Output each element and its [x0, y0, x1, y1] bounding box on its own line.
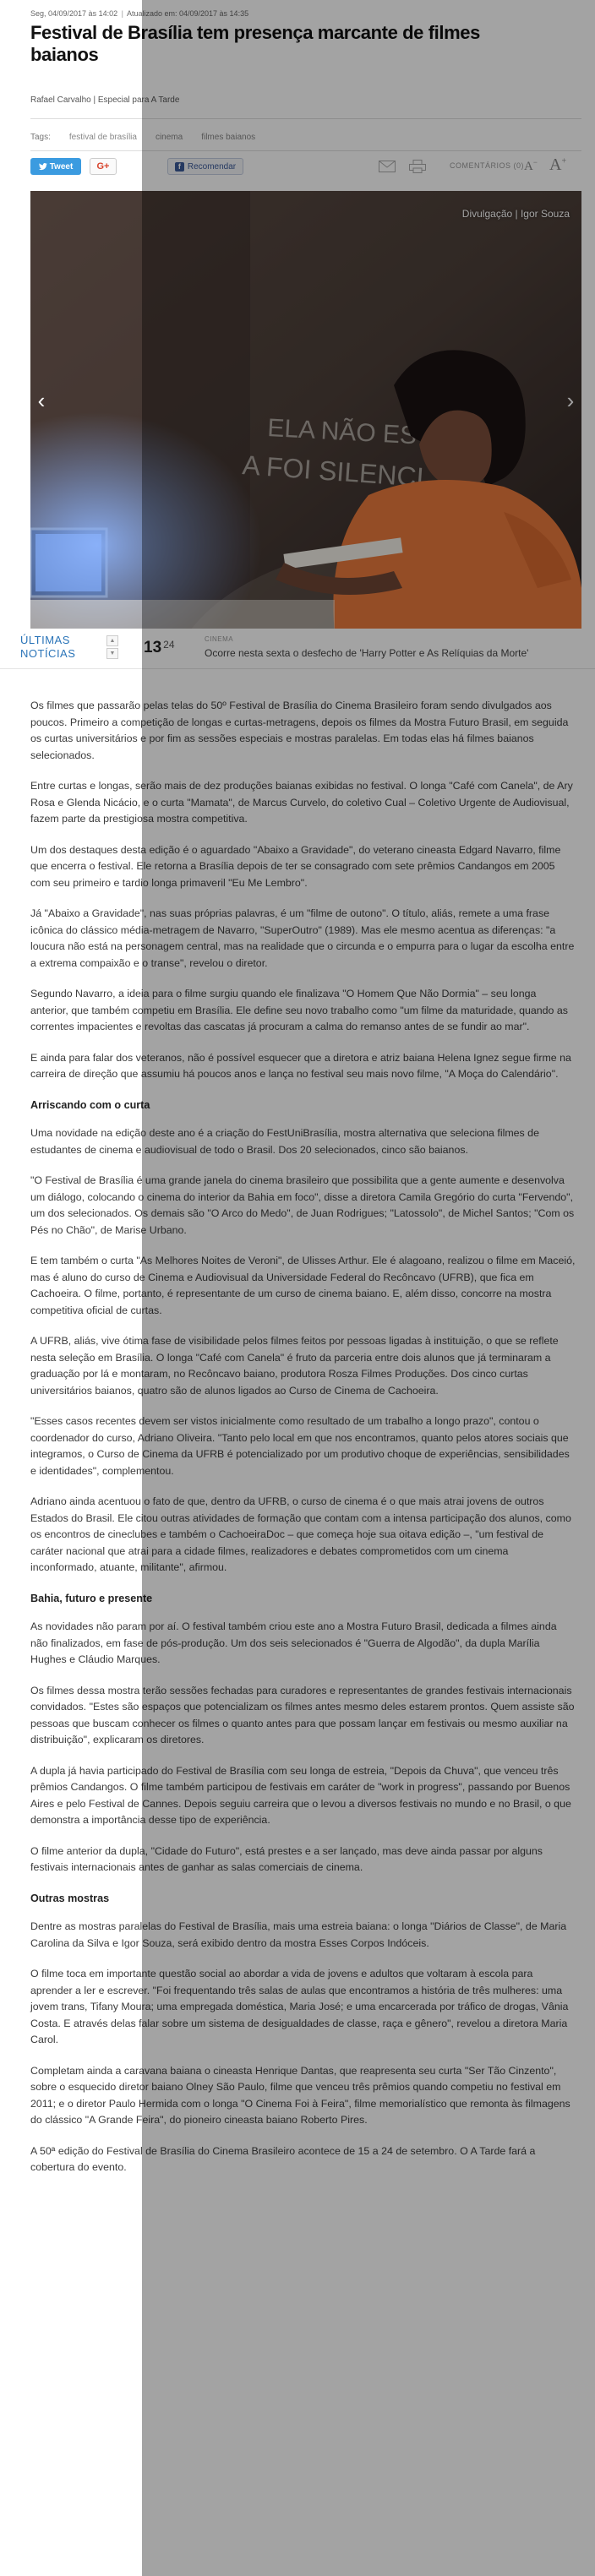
published-date: Seg, 04/09/2017 às 14:02 — [30, 9, 118, 18]
facebook-icon: f — [175, 162, 184, 172]
ticker-hour: 13 — [144, 639, 162, 656]
paragraph: E ainda para falar dos veteranos, não é possível esquecer que a diretora e atriz baiana Helena Ignez segue firme na carreira de direção que assumiu há poucos anos e lança no festival seu mais novo filme, "A Moça do Calendário". — [30, 1051, 571, 1080]
tag-link[interactable]: festival de brasília — [68, 133, 137, 142]
photo-credit: Divulgação | Igor Souza — [461, 208, 570, 220]
tag-link[interactable]: cinema — [155, 133, 183, 142]
paragraph: Dentre as mostras paralelas do Festival de Brasília, mais uma estreia baiana: o longa "Diários de Classe", de Maria Carolina da Silva e Igor Souza, será exibido dentro da mostra Esses Corpos Indóceis. — [30, 1920, 567, 1949]
tweet-label: Tweet — [49, 161, 74, 172]
photo-scene — [30, 191, 581, 634]
paragraph: Segundo Navarro, a ideia para o filme surgiu quando ele finalizava "O Homem Que Não Dormia" – seu longa anterior, que também competiu em Brasília. Ele define seu novo trabalho como "um filme da maturidade, quando as correntes impacientes e revoltas das cascatas já procuram a calma do remanso antes de se fundir ao mar". — [30, 988, 568, 1032]
gallery-next-button[interactable]: › — [566, 387, 575, 413]
latest-news-ticker — [0, 629, 595, 669]
date-separator: | — [121, 9, 123, 18]
font-decrease-label: A — [524, 160, 533, 173]
article-author: Rafael Carvalho | Especial para A Tarde — [30, 95, 180, 105]
paragraph: Um dos destaques desta edição é o aguardado "Abaixo a Gravidade", do veterano cineasta Edgard Navarro, filme que encerra o festival. Ele retorna a Brasília depois de ter se consagrado com sete prêmios Candangos em 2005 com seu primeiro e tardio longa primaveril "Eu Me Lembro". — [30, 843, 561, 889]
paragraph: O filme toca em importante questão social ao abordar a vida de jovens e adultos que voltaram à escola para aprender a ler e escrever. "Foi frequentando três salas de aulas que encontramos a história de três mulheres: uma jovem trans, Tifany Moura; uma empregada doméstica, Maria José; e uma encarcerada por tráfico de drogas, Vânia Costa. E através delas falar sobre um sistema de desigualdades de classe, raça e gênero", revelou a diretora Maria Carol. — [30, 1968, 569, 2045]
article-body — [30, 698, 576, 2191]
section-heading: Outras mostras — [30, 1892, 110, 1904]
share-toolbar — [30, 155, 581, 177]
divider — [30, 150, 581, 151]
paragraph: As novidades não param por aí. O festival também criou este ano a Mostra Futuro Brasil, dedicada a filmes ainda não finalizados, em fase de pós-produção. Um dos seis selecionados é "Guerra de Algodão", da dupla Marília Hughes e Cláudio Marques. — [30, 1620, 557, 1665]
comments-link[interactable]: COMENTÁRIOS (0) — [450, 161, 525, 170]
ticker-label: ÚLTIMAS NOTÍCIAS — [20, 634, 76, 660]
updated-date: Atualizado em: 04/09/2017 às 14:35 — [126, 9, 249, 18]
section-heading: Arriscando com o curta — [30, 1098, 150, 1111]
paragraph: A dupla já havia participado do Festival de Brasília com seu longa de estreia, "Depois da Chuva", que venceu três prêmios Candangos. O filme também participou de festivais em caráter de "work in progress", passando por Buenos Aires e pelo Festival de Cannes. Depois seguiu carreira que o levou a diversos festivais no mundo e no Brasil, o que demonstra a importância desse tipo de experiência. — [30, 1764, 571, 1826]
paragraph: Completam ainda a caravana baiana o cineasta Henrique Dantas, que reapresenta seu curta "Ser Tão Cinzento", sobre o esquecido diretor baiano Olney São Paulo, filme que venceu três prêmios quando competiu no festival em 2011; e o diretor Paulo Hermida com o longa "O Cinema Foi à Feira", filme memorialístico que remonta às filmagens do clássico "A Grande Feira", do pioneiro cineasta baiano Roberto Pires. — [30, 2064, 570, 2126]
font-decrease-button[interactable]: A− — [524, 158, 538, 173]
paragraph: Os filmes que passarão pelas telas do 50º Festival de Brasília do Cinema Brasileiro foram sendo divulgados aos poucos. Primeiro a competição de longas e curtas-metragens, depois os filmes da Mostra Futuro Brasil, em seguida os curtas universitários e por fim as sessões especiais e mostras paralelas. Em todas elas há filmes baianos selecionados. — [30, 700, 569, 761]
tag-link[interactable]: filmes baianos — [201, 133, 256, 142]
article-headline: Festival de Brasília tem presença marcante de filmes baianos — [30, 22, 480, 65]
paragraph: A UFRB, aliás, vive ótima fase de visibilidade pelos filmes feitos por pessoas ligadas à instituição, o que se reflete nesta seleção em Brasília. O longa "Café com Canela" é fruto da parceria entre dois alunos que já terminaram a graduação por lá e montaram, no Recôncavo baiano, produtora Rosza Filmes Produções. Dos cinco curtas universitários baianos, quatro são de alunos ligados ao Curso de Cinema de Cachoeira. — [30, 1335, 559, 1397]
paragraph: Já "Abaixo a Gravidade", nas suas próprias palavras, é um "filme de outono". O título, aliás, remete a uma frase icônica do clássico média-metragem de Navarro, "SuperOutro" (1989). Mas ele mesmo acentua as diferenças: "a loucura não está na personagem central, mas na realidade que o circunda e o empurra para o lugar da escolha entre a extrema compaixão e o transe", revelou o diretor. — [30, 907, 575, 969]
ticker-category: CINEMA — [205, 635, 234, 643]
tag-list — [30, 133, 255, 142]
divider — [30, 118, 581, 119]
paragraph: Adriano ainda acentuou o fato de que, dentro da UFRB, o curso de cinema é o que mais atrai jovens de outros Estados do Brasil. Ele citou outras atividades de formação que contam com a intensa participação dos alunos, como os encontros de cineclubes e também o CachoeiraDoc – que começa hoje sua oitava edição –, "um festival de caráter nacional que atrai para a cidade filmes, realizadores e debates comprometidos com um cinema inconformado, atuante, militante", afirmou. — [30, 1495, 571, 1573]
ticker-time — [144, 639, 175, 657]
email-icon[interactable] — [377, 157, 397, 176]
paragraph: Os filmes dessa mostra terão sessões fechadas para curadores e representantes de grandes festivais internacionais convidados. "Estes são espaços que potencializam os filmes antes mesmo deles estarem prontos. Quem assiste são pessoas que buscam conhecer os filmes o quanto antes para que possam lançar em festivais ou mesmo auxiliar na distribuição", explicaram os diretores. — [30, 1684, 575, 1745]
paragraph: O filme anterior da dupla, "Cidade do Futuro", está prestes e a ser lançado, mas deve ainda passar por alguns festivais internacionais antes de ganhar as salas comerciais de cinema. — [30, 1844, 543, 1873]
gallery-prev-button[interactable]: ‹ — [37, 387, 46, 413]
publish-dates — [30, 9, 248, 18]
ticker-up-button[interactable]: ▲ — [106, 635, 118, 646]
tweet-button[interactable] — [30, 158, 81, 175]
paragraph: Uma novidade na edição deste ano é a criação do FestUniBrasília, mostra alternativa que seleciona filmes de estudantes de cinema e audiovisual de todo o Brasil. Dos 20 selecionados, cinco são baianos. — [30, 1127, 539, 1156]
paragraph: E tem também o curta "As Melhores Noites de Veroni", de Ulisses Arthur. Ele é alagoano, realizou o filme em Maceió, mas é aluno do curso de Cinema e Audiovisual da Universidade Federal do Recôncavo (UFRB), que fica em Cachoeira. O filme, portanto, é representante de um curso de cinema baiano. E, além disso, concorre na mostra competitiva oficial de curtas. — [30, 1255, 576, 1316]
facebook-recommend-label: Recomendar — [187, 161, 237, 172]
tags-label: Tags: — [30, 133, 51, 142]
font-increase-label: A — [549, 155, 562, 174]
ticker-down-button[interactable]: ▼ — [106, 648, 118, 659]
ticker-controls — [106, 635, 118, 661]
paragraph: A 50ª edição do Festival de Brasília do Cinema Brasileiro acontece de 15 a 24 de setembro. O A Tarde fará a cobertura do evento. — [30, 2144, 536, 2173]
paragraph: Entre curtas e longas, serão mais de dez produções baianas exibidas no festival. O longa "Café com Canela", de Ary Rosa e Glenda Nicácio, e o curta "Mamata", de Marcus Curvelo, do coletivo Cual – Coletivo Urgente de Audiovisual, fazem parte da prestigiosa mostra competitiva. — [30, 780, 573, 825]
article-photo — [30, 191, 581, 634]
twitter-bird-icon — [39, 163, 47, 171]
paragraph: "Esses casos recentes devem ser vistos inicialmente como resultado de um trabalho a longo prazo", contou o coordenador do curso, Adriano Oliveira. "Tanto pelo local em que nos encontramos, quanto pelos atores sociais que integramos, o Curso de Cinema da UFRB é potencializado por um produtivo choque de experiências, sensibilidades e identidades", complementou. — [30, 1415, 570, 1477]
facebook-recommend-button[interactable] — [167, 158, 243, 175]
ticker-minute: 24 — [163, 639, 175, 651]
paragraph: "O Festival de Brasília é uma grande janela do cinema brasileiro que possibilita que a gente aumente e desenvolva um diálogo, colocando o cinema do interior da Bahia em foco", disse a diretora Camila Gregório do curta "Fervendo", um dos selecionados. Os demais são "O Arco do Medo", de Juan Rodrigues; "Latossolo", de Michel Santos; "Com os Pés no Chão", de Marise Urbano. — [30, 1174, 575, 1236]
font-increase-button[interactable]: A+ — [549, 155, 567, 174]
section-heading: Bahia, futuro e presente — [30, 1592, 153, 1604]
gplus-button[interactable]: G+ — [90, 158, 117, 175]
ticker-headline-link[interactable]: Ocorre nesta sexta o desfecho de 'Harry Potter e As Relíquias da Morte' — [205, 647, 529, 659]
print-icon[interactable] — [407, 157, 428, 176]
